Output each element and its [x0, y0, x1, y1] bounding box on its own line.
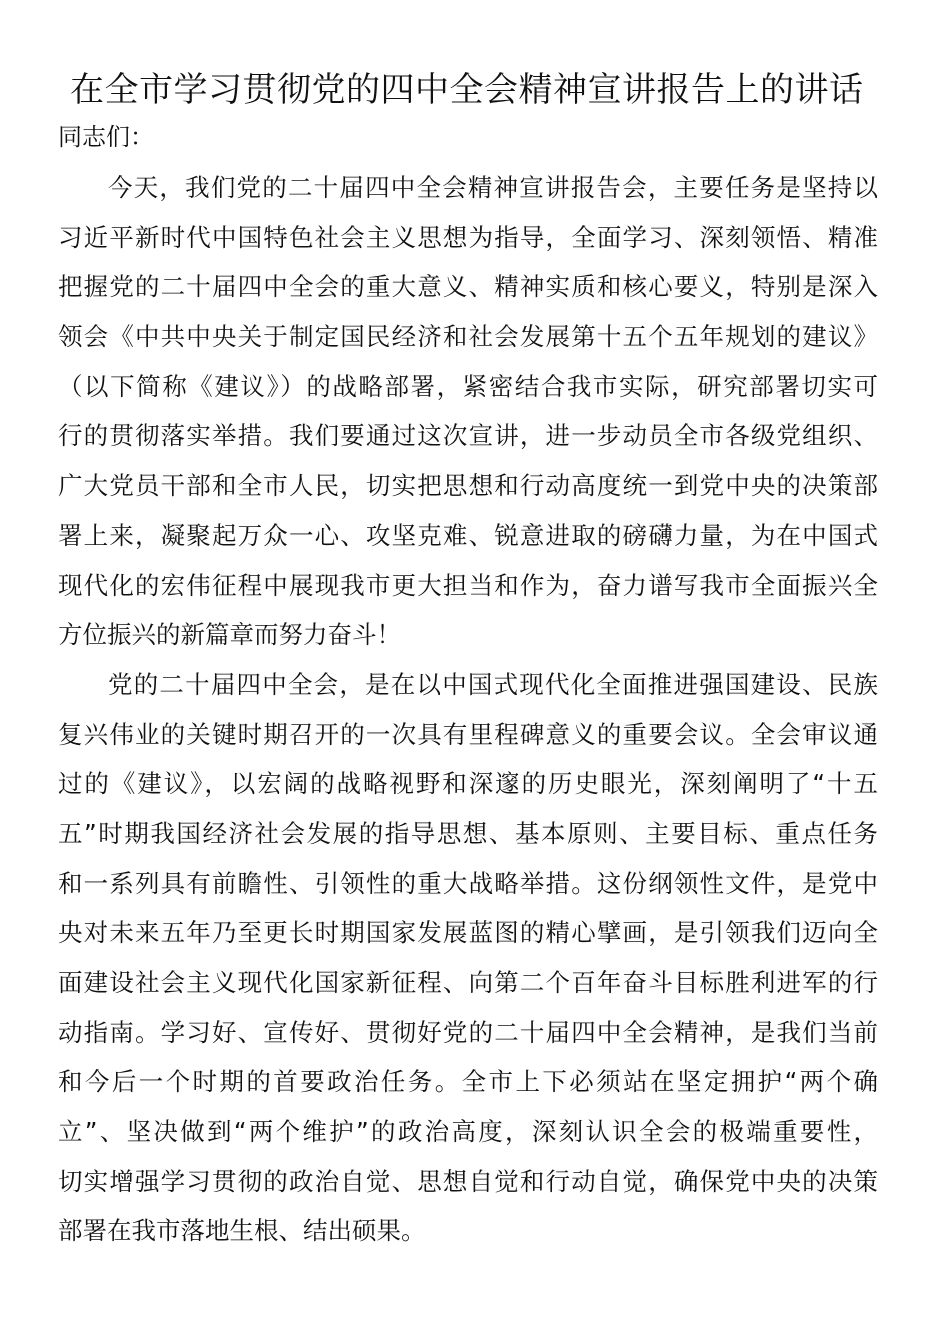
paragraph-1-line-6: 行的贯彻落实举措。我们要通过这次宣讲，进一步动员全市各级党组织、: [58, 421, 878, 451]
paragraph-2-line-10: 立”、坚决做到“两个维护”的政治高度，深刻认识全会的极端重要性，: [58, 1117, 878, 1147]
document-body: [58, 168, 878, 1261]
paragraph-2-line-8: 动指南。学习好、宣传好、贯彻好党的二十届四中全会精神，是我们当前: [58, 1017, 878, 1047]
salutation: 同志们：: [58, 123, 154, 151]
paragraph-1-line-10: 方位振兴的新篇章而努力奋斗！: [58, 620, 401, 650]
paragraph-2-line-1: 党的二十届四中全会，是在以中国式现代化全面推进强国建设、民族: [108, 669, 878, 699]
paragraph-1-line-3: 把握党的二十届四中全会的重大意义、精神实质和核心要义，特别是深入: [58, 272, 878, 302]
paragraph-2-line-7: 面建设社会主义现代化国家新征程、向第二个百年奋斗目标胜利进军的行: [58, 968, 878, 997]
paragraph-2-line-12: 部署在我市落地生根、结出硕果。: [58, 1216, 426, 1246]
paragraph-1-line-8: 署上来，凝聚起万众一心、攻坚克难、锐意进取的磅礴力量，为在中国式: [58, 520, 878, 550]
paragraph-2-line-11: 切实增强学习贯彻的政治自觉、思想自觉和行动自觉，确保党中央的决策: [58, 1166, 878, 1196]
paragraph-2-line-2: 复兴伟业的关键时期召开的一次具有里程碑意义的重要会议。全会审议通: [58, 719, 878, 749]
paragraph-1-line-7: 广大党员干部和全市人民，切实把思想和行动高度统一到党中央的决策部: [58, 471, 878, 501]
paragraph-2-line-4: 五”时期我国经济社会发展的指导思想、基本原则、主要目标、重点任务: [58, 818, 878, 848]
document-title: 在全市学习贯彻党的四中全会精神宣讲报告上的讲话: [70, 70, 864, 110]
paragraph-2-line-5: 和一系列具有前瞻性、引领性的重大战略举措。这份纲领性文件，是党中: [58, 868, 878, 898]
paragraph-1-line-1: 今天，我们党的二十届四中全会精神宣讲报告会，主要任务是坚持以: [108, 173, 878, 202]
paragraph-1-line-9: 现代化的宏伟征程中展现我市更大担当和作为，奋力谱写我市全面振兴全: [58, 570, 878, 600]
paragraph-2-line-9: 和今后一个时期的首要政治任务。全市上下必须站在坚定拥护“两个确: [58, 1067, 878, 1097]
paragraph-2-line-3: 过的《建议》，以宏阔的战略视野和深邃的历史眼光，深刻阐明了“十五: [58, 769, 878, 799]
paragraph-1-line-4: 领会《中共中央关于制定国民经济和社会发展第十五个五年规划的建议》: [58, 322, 878, 352]
paragraph-1-line-2: 习近平新时代中国特色社会主义思想为指导，全面学习、深刻领悟、精准: [58, 222, 878, 252]
paragraph-1-line-5: （以下简称《建议》）的战略部署，紧密结合我市实际，研究部署切实可: [58, 371, 878, 401]
paragraph-2-line-6: 央对未来五年乃至更长时期国家发展蓝图的精心擘画，是引领我们迈向全: [58, 918, 878, 948]
